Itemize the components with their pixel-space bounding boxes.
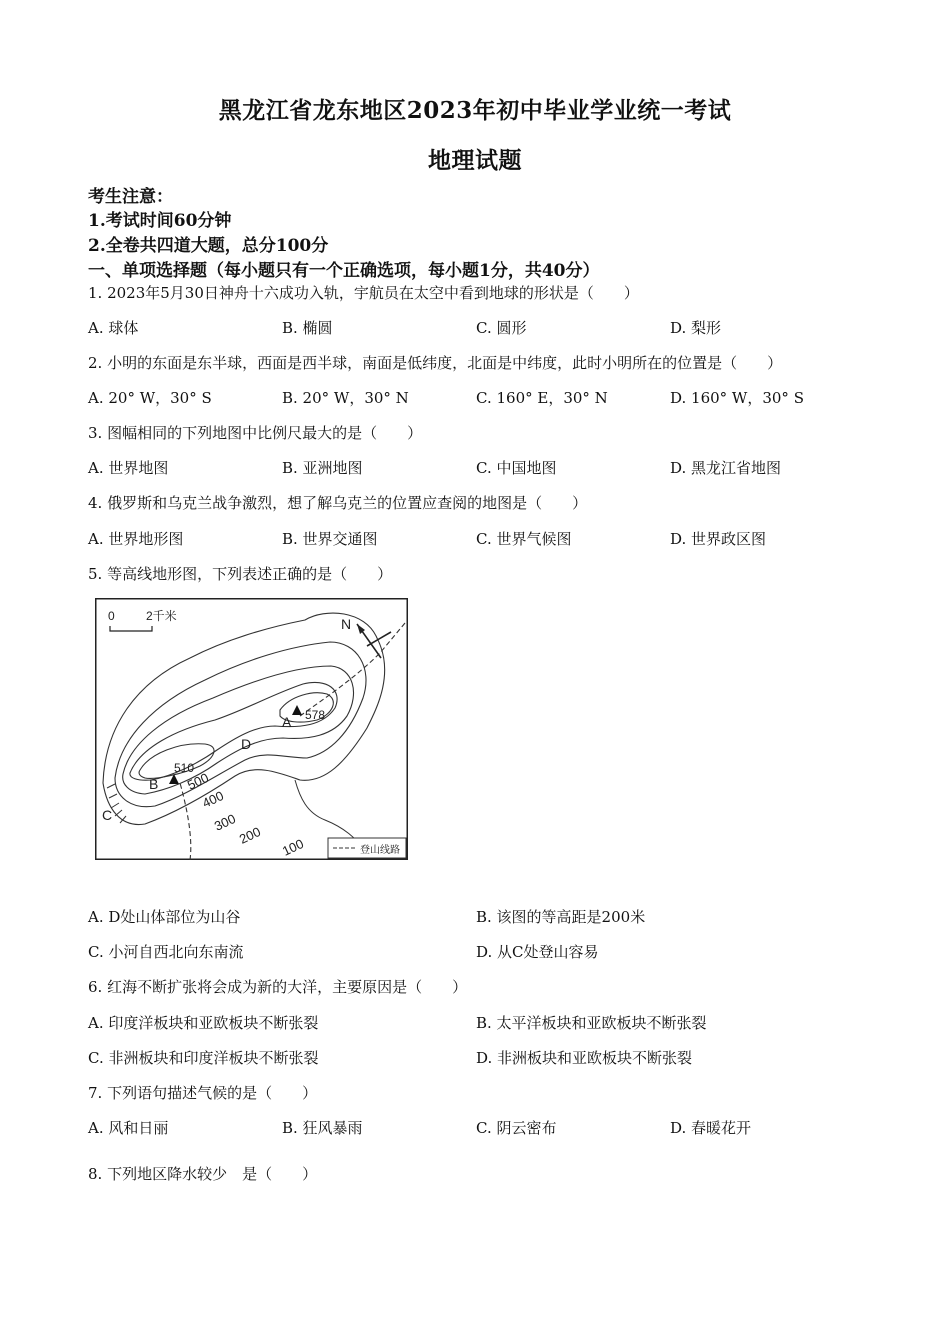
question-2-option-c: C. 160° E，30° N — [476, 389, 608, 407]
question-2-option-d: D. 160° W，30° S — [670, 389, 804, 407]
question-3-option-c: C. 中国地图 — [476, 459, 557, 477]
legend-label: 登山线路 — [360, 845, 400, 856]
question-6-option-c: C. 非洲板块和印度洋板块不断张裂 — [88, 1049, 319, 1067]
contour-label-500: 500 — [184, 769, 211, 793]
question-1-option-b: B. 椭圆 — [282, 319, 333, 337]
exam-title: 黑龙江省龙东地区2023年初中毕业学业统一考试 — [218, 97, 732, 124]
question-7-option-b: B. 狂风暴雨 — [282, 1119, 363, 1137]
peak-a-label: A — [282, 714, 292, 730]
question-5-option-b: B. 该图的等高距是200米 — [476, 908, 646, 926]
question-3-stem: 3. 图幅相同的下列地图中比例尺最大的是（ ） — [88, 424, 423, 442]
question-7-stem: 7. 下列语句描述气候的是（ ） — [88, 1084, 318, 1102]
question-4-option-c: C. 世界气候图 — [476, 530, 572, 548]
question-6-option-b: B. 太平洋板块和亚欧板块不断张裂 — [476, 1014, 707, 1032]
question-4-stem: 4. 俄罗斯和乌克兰战争激烈，想了解乌克兰的位置应查阅的地图是（ ） — [88, 494, 588, 512]
contour-label-200: 200 — [236, 823, 263, 847]
point-c-label: C — [102, 807, 113, 823]
question-8-stem: 8. 下列地区降水较少 是（ ） — [88, 1165, 318, 1183]
contour-label-100: 100 — [279, 835, 306, 859]
question-1-option-a: A. 球体 — [88, 319, 139, 337]
question-4-option-a: A. 世界地形图 — [88, 530, 184, 548]
question-5-option-a: A. D处山体部位为山谷 — [88, 908, 241, 926]
contour-label-400: 400 — [199, 787, 226, 811]
question-3-option-a: A. 世界地图 — [88, 459, 169, 477]
contour-label-300: 300 — [211, 810, 238, 834]
question-6-stem: 6. 红海不断扩张将会成为新的大洋，主要原因是（ ） — [88, 978, 468, 996]
map-frame — [96, 599, 408, 860]
notice-line-2: 2.全卷共四道大题，总分100分 — [88, 236, 329, 256]
section-1-title: 一、单项选择题（每小题只有一个正确选项，每小题1分，共40分） — [88, 261, 600, 281]
question-4-option-d: D. 世界政区图 — [670, 530, 767, 548]
scale-zero: 0 — [108, 609, 115, 623]
question-2-stem: 2. 小明的东面是东半球，西面是西半球，南面是低纬度，北面是中纬度，此时小明所在的位置是（ ） — [88, 354, 783, 372]
question-7-option-a: A. 风和日丽 — [88, 1119, 169, 1137]
peak-b-label: B — [149, 776, 159, 792]
north-label: N — [341, 616, 352, 632]
question-2-option-a: A. 20° W，30° S — [88, 389, 212, 407]
question-1-option-d: D. 梨形 — [670, 319, 722, 337]
question-5-option-c: C. 小河自西北向东南流 — [88, 943, 244, 961]
question-6-option-d: D. 非洲板块和亚欧板块不断张裂 — [476, 1049, 693, 1067]
question-3-option-b: B. 亚洲地图 — [282, 459, 363, 477]
peak-a-elevation: 578 — [305, 708, 326, 722]
question-4-option-b: B. 世界交通图 — [282, 530, 378, 548]
peak-b-elevation: 510 — [174, 761, 195, 775]
question-3-option-d: D. 黑龙江省地图 — [670, 459, 782, 477]
question-1-option-c: C. 圆形 — [476, 319, 527, 337]
question-7-option-d: D. 春暖花开 — [670, 1119, 752, 1137]
question-5-stem: 5. 等高线地形图，下列表述正确的是（ ） — [88, 565, 393, 583]
question-2-option-b: B. 20° W，30° N — [282, 389, 409, 407]
scale-label: 2千米 — [146, 609, 177, 623]
question-7-option-c: C. 阴云密布 — [476, 1119, 557, 1137]
point-d-label: D — [241, 736, 252, 752]
question-6-option-a: A. 印度洋板块和亚欧板块不断张裂 — [88, 1014, 319, 1032]
notice-heading: 考生注意： — [88, 187, 173, 207]
question-5-option-d: D. 从C处登山容易 — [476, 943, 599, 961]
notice-line-1: 1.考试时间60分钟 — [88, 211, 232, 231]
exam-subtitle: 地理试题 — [428, 147, 522, 174]
question-1-stem: 1. 2023年5月30日神舟十六成功入轨，宇航员在太空中看到地球的形状是（ ） — [88, 284, 639, 302]
contour-map — [95, 598, 408, 860]
